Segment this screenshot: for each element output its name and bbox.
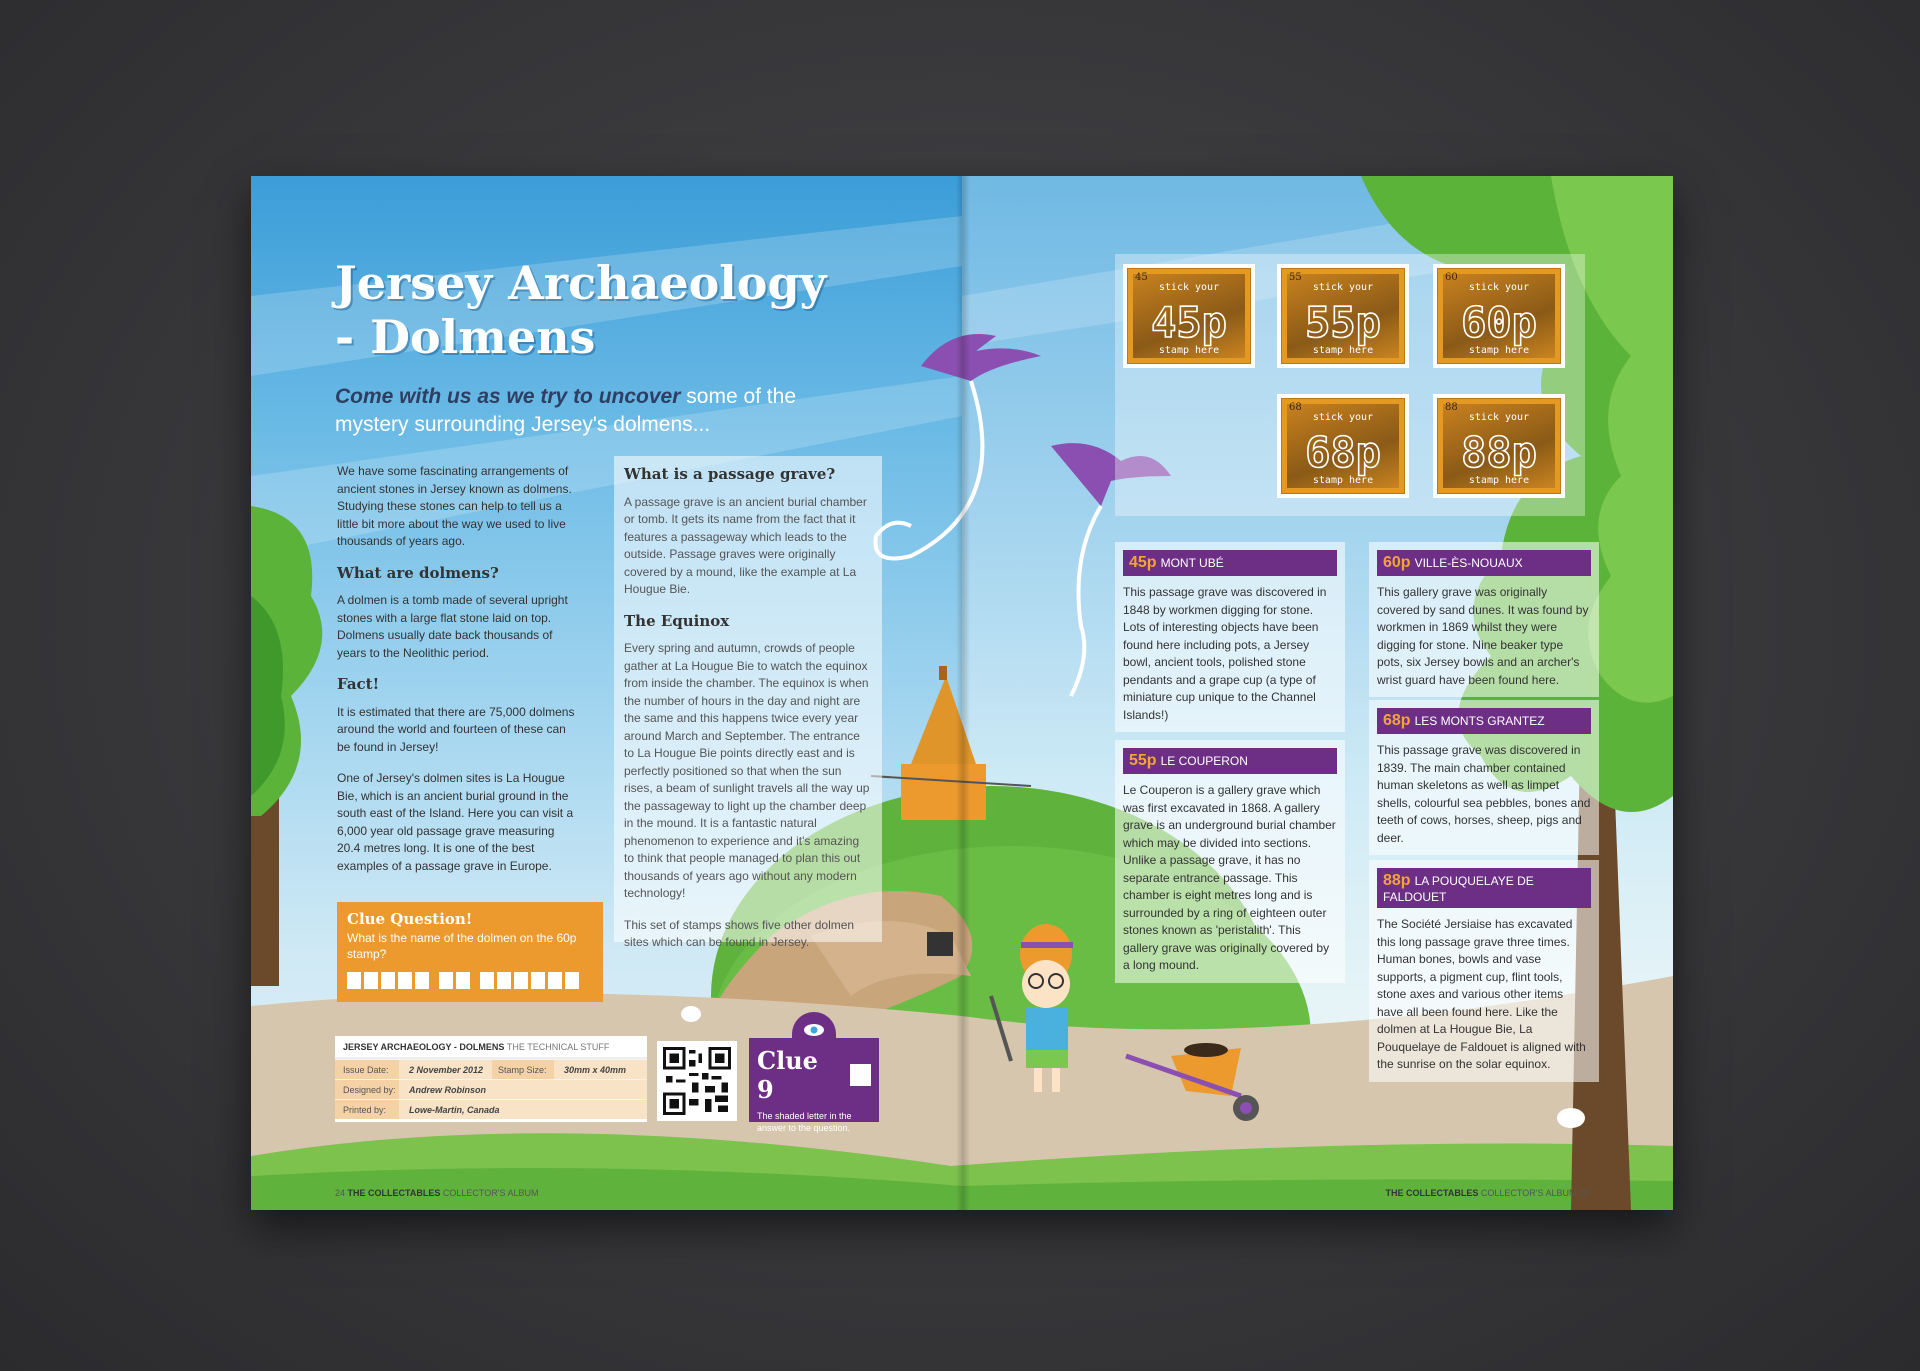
stamp-value: 88p: [1461, 428, 1537, 477]
issue-date-value: 2 November 2012: [399, 1060, 492, 1079]
stamp-face-value: 88: [1445, 402, 1458, 413]
site-title-bar: [1377, 550, 1591, 576]
site-name: LES MONTS GRANTEZ: [1414, 714, 1545, 728]
site-name: VILLE-ÈS-NOUAUX: [1414, 556, 1523, 570]
stamp-slot-88p[interactable]: [1433, 394, 1565, 498]
stamp-size-value: 30mm x 40mm: [554, 1060, 647, 1079]
fact-heading: Fact!: [337, 675, 380, 693]
stamp-stick-text: stick your: [1312, 412, 1374, 423]
rabbit-icon: [1557, 1108, 1585, 1128]
site-value: 68p: [1383, 712, 1411, 729]
answer-box[interactable]: [439, 972, 453, 989]
site-title-bar: [1123, 550, 1337, 576]
stamps-set-text: This set of stamps shows five other dolmen sites which can be found in Jersey.: [624, 917, 855, 949]
clue-9-heading: Clue 9: [757, 1046, 818, 1104]
footer-text-right: COLLECTOR'S ALBUM: [1480, 1188, 1577, 1198]
stamp-stick-text: stick your: [1158, 282, 1220, 293]
stamp-stick-text: stick your: [1312, 282, 1374, 293]
answer-box[interactable]: [456, 972, 470, 989]
site-card-le-couperon: [1115, 740, 1345, 983]
site-card-mont-ube: [1115, 542, 1345, 732]
site-description: Le Couperon is a gallery grave which was first excavated in 1868. A gallery grave is an underground burial chamber which may be divided into sections. Unlike a passage grave, it has no separate entrance passage. This chamber is eight metres long and is surrounded by a ring of eighteen outer stones known as 'peristalith'. This gallery grave was originally covered by a long mound.: [1123, 783, 1336, 972]
table-row: [335, 1079, 647, 1099]
answer-box[interactable]: [514, 972, 528, 989]
footer-brand-right: THE COLLECTABLES: [1385, 1188, 1479, 1198]
technical-title: JERSEY ARCHAEOLOGY - DOLMENS: [343, 1042, 505, 1052]
passage-grave-heading: What is a passage grave?: [624, 465, 836, 483]
page-number-right: 25: [1578, 1188, 1589, 1198]
table-row: [335, 1099, 647, 1119]
site-value: 55p: [1129, 752, 1157, 769]
stamp-stick-text: stick your: [1468, 282, 1530, 293]
printed-by-value: Lowe-Martin, Canada: [399, 1100, 647, 1119]
site-title-bar: [1377, 708, 1591, 734]
clue-question-heading: Clue Question!: [347, 910, 473, 928]
page-number-left: 24: [335, 1188, 346, 1198]
printed-by-label: Printed by:: [335, 1100, 399, 1119]
technical-header: [335, 1036, 647, 1059]
left-footer: [335, 1188, 538, 1198]
stamp-face-value: 60: [1445, 272, 1458, 283]
fact-text: It is estimated that there are 75,000 dolmens around the world and fourteen of these can be found in Jersey!: [337, 704, 575, 754]
answer-box[interactable]: [480, 972, 494, 989]
site-description: The Société Jersiaise has excavated this long passage grave three times. Human bones, bowls and vase supports, a pigment cup, flint tools, stone axes and various other items have all been found here. Like the dolmen at La Hougue Bie, La Pouquelaye de Faldouet is aligned with the sunrise on the solar equinox.: [1377, 917, 1586, 1071]
technical-stuff-table: [335, 1036, 647, 1122]
answer-box[interactable]: [381, 972, 395, 989]
site-value: 88p: [1383, 872, 1411, 889]
equinox-text: Every spring and autumn, crowds of people gather at La Hougue Bie to watch the equinox from inside the chamber. The equinox is when the number of hours in the day and night are the same and this happens twice every year around March and September. The entrance to La Hougue Bie points directly east and is perfectly positioned so that when the sun rises, a beam of sunlight travels all the way up the passageway to light up the chamber deep in the mound. It is a fantastic natural phenomenon to experience and it's amazing to think that people managed to plan this out thousands of years ago without any modern technology!: [624, 641, 870, 900]
stamp-value: 68p: [1305, 428, 1381, 477]
site-description: This gallery grave was originally covered by sand dunes. It was found by workmen in 1869 whilst they were digging for stone. Nine beaker type pots, six Jersey bowls and an archer's wrist guard have been found here.: [1377, 585, 1589, 687]
site-description: This passage grave was discovered in 1848 by workmen digging for stone. Lots of interesting objects have been found here including pots, a Jersey bowl, ancient tools, polished stone pendants and a grape cup (a type of miniature cup unique to the Channel Islands!): [1123, 585, 1327, 722]
site-description: This passage grave was discovered in 1839. The main chamber contained human skeletons as well as limpet shells, colourful sea pebbles, bones and teeth of cows, horses, sheep, pigs and deer.: [1377, 743, 1591, 845]
la-hougue-bie-text: One of Jersey's dolmen sites is La Hougue Bie, which is an ancient burial ground in the south east of the Island. Here you can visit a 6,000 year old passage grave measuring 20.4 metres long. It is one of the best examples of a passage grave in Europe.: [337, 771, 574, 873]
stamp-value: 45p: [1151, 298, 1227, 347]
stamp-slot-68p[interactable]: [1277, 394, 1409, 498]
answer-box[interactable]: [531, 972, 545, 989]
site-card-les-monts-grantez: [1369, 700, 1599, 855]
answer-box[interactable]: [415, 972, 429, 989]
title-line-2: - Dolmens: [335, 310, 596, 364]
stamp-here-text: stamp here: [1312, 345, 1374, 356]
qr-code-icon[interactable]: [657, 1041, 737, 1121]
site-card-la-pouquelaye-de-faldouet: [1369, 860, 1599, 1082]
answer-box[interactable]: [565, 972, 579, 989]
site-card-ville-es-nouaux: [1369, 542, 1599, 697]
table-row: [335, 1059, 647, 1079]
answer-box[interactable]: [347, 972, 361, 989]
site-name: MONT UBÉ: [1160, 556, 1224, 570]
what-are-dolmens-text: A dolmen is a tomb made of several upright stones with a large flat stone laid on top. Dolmens usually date back thousands of years to the Neolithic period.: [337, 593, 568, 660]
site-name: LA POUQUELAYE DE FALDOUET: [1383, 874, 1534, 904]
answer-box[interactable]: [364, 972, 378, 989]
passage-grave-panel: [614, 456, 882, 949]
technical-title-suffix: THE TECHNICAL STUFF: [506, 1042, 610, 1052]
answer-box[interactable]: [497, 972, 511, 989]
clue-question-box: [337, 902, 603, 1002]
rabbit-icon: [681, 1006, 701, 1022]
spine-shadow: [956, 176, 970, 1210]
issue-date-label: Issue Date:: [335, 1060, 399, 1079]
answer-box[interactable]: [398, 972, 412, 989]
site-name: LE COUPERON: [1160, 754, 1248, 768]
stamp-here-text: stamp here: [1468, 475, 1530, 486]
left-column: [337, 463, 577, 889]
right-footer: [1386, 1188, 1589, 1198]
stamp-here-text: stamp here: [1158, 345, 1220, 356]
stamp-stick-text: stick your: [1468, 412, 1530, 423]
designed-by-value: Andrew Robinson: [399, 1080, 647, 1099]
clue-9-box: [749, 1038, 879, 1133]
answer-box[interactable]: [548, 972, 562, 989]
site-value: 45p: [1129, 554, 1157, 571]
clue-question-text: What is the name of the dolmen on the 60p stamp?: [347, 931, 577, 961]
intro-paragraph: We have some fascinating arrangements of ancient stones in Jersey known as dolmens. Studying these stones can help to tell us a little bit more about the way we used to live thousands of years ago.: [337, 464, 572, 548]
stamp-here-text: stamp here: [1312, 475, 1374, 486]
site-title-bar: [1123, 748, 1337, 774]
subtitle-rest: some of the mystery surrounding Jersey's dolmens...: [335, 385, 796, 436]
stamp-face-value: 55: [1289, 272, 1302, 283]
stamp-value: 55p: [1305, 298, 1381, 347]
page-title: [335, 256, 826, 364]
stamp-face-value: 68: [1289, 402, 1302, 413]
footer-brand-left: THE COLLECTABLES: [347, 1188, 441, 1198]
stamp-slot-60p[interactable]: [1433, 264, 1565, 368]
stamp-face-value: 45: [1135, 272, 1148, 283]
site-value: 60p: [1383, 554, 1411, 571]
site-title-bar: [1377, 868, 1591, 908]
clue-9-text: The shaded letter in the answer to the question.: [757, 1111, 852, 1133]
equinox-heading: The Equinox: [624, 611, 730, 630]
subtitle-emphasis: Come with us as we try to uncover: [335, 385, 681, 408]
stamp-slot-55p[interactable]: [1277, 264, 1409, 368]
left-tree-icon: [251, 506, 322, 986]
footer-text-left: COLLECTOR'S ALBUM: [442, 1188, 539, 1198]
clue-9-letter-box[interactable]: [850, 1064, 871, 1086]
title-line-1: Jersey Archaeology: [335, 256, 827, 310]
stamp-here-text: stamp here: [1468, 345, 1530, 356]
stamp-slot-45p[interactable]: [1123, 264, 1255, 368]
stamp-sheet: [1115, 254, 1585, 516]
answer-letter-boxes[interactable]: [347, 972, 593, 989]
what-are-dolmens-heading: What are dolmens?: [337, 563, 499, 582]
subtitle: [335, 383, 805, 439]
designed-by-label: Designed by:: [335, 1080, 399, 1099]
booklet-spread: [251, 176, 1673, 1210]
passage-grave-text: A passage grave is an ancient burial chamber or tomb. It gets its name from the fact that it features a passageway which leads to the outside. Passage graves were originally covered by a mound, like the example at La Hougue Bie.: [624, 494, 867, 596]
stamp-value: 60p: [1461, 298, 1537, 347]
stamp-size-label: Stamp Size:: [492, 1060, 554, 1079]
